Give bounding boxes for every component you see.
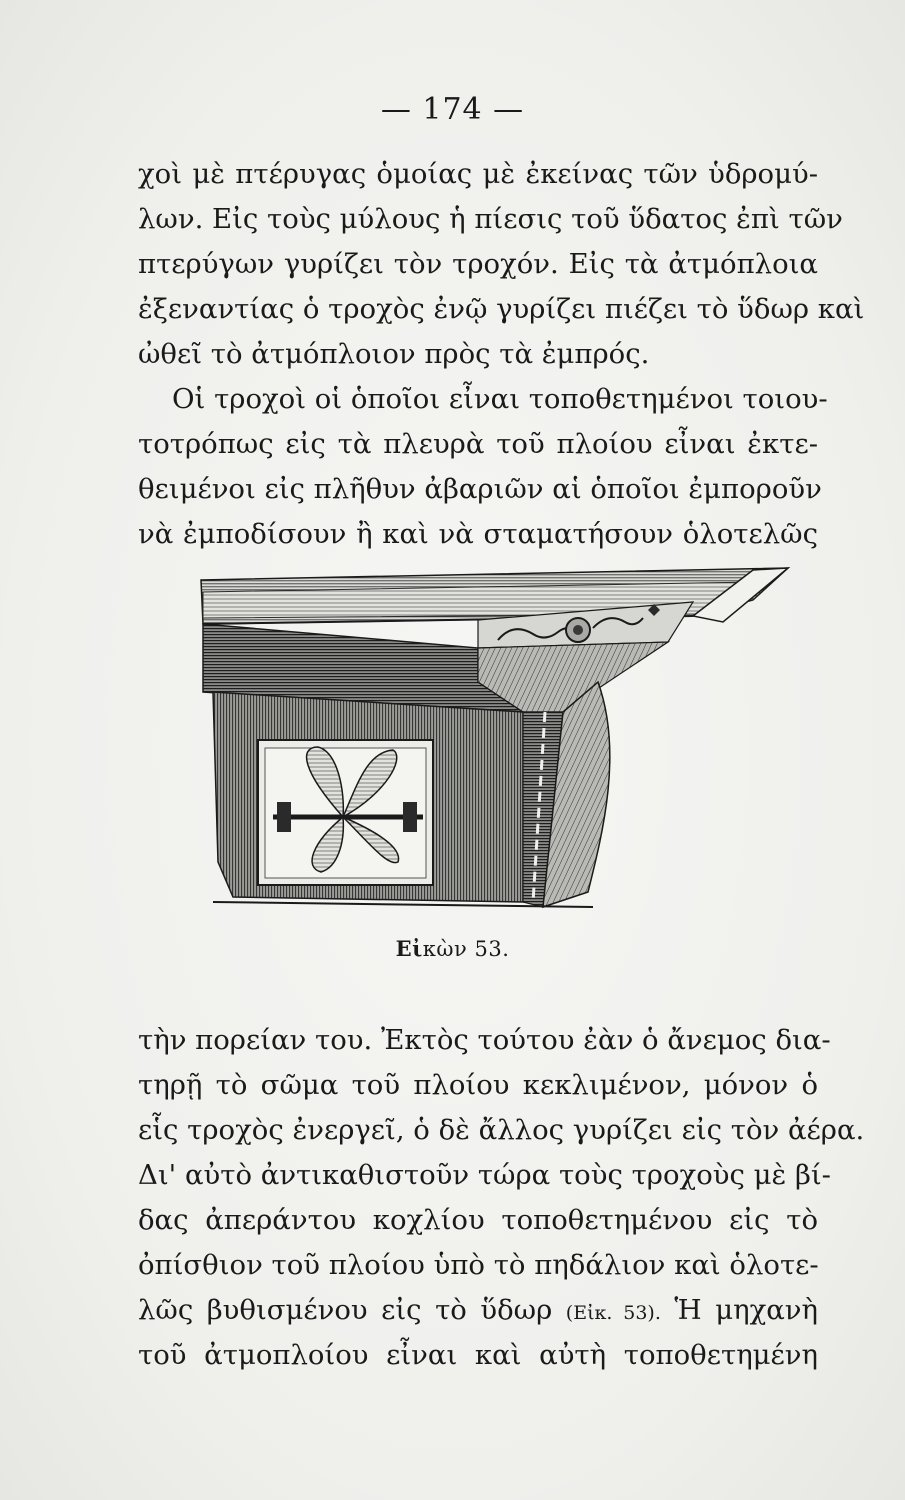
text-line: Δι' αὐτὸ ἀντικαθιστοῦν τώρα τοὺς τροχοὺς μὲ βί- <box>138 1159 831 1191</box>
deck-molding <box>201 568 788 624</box>
text-line: τηρῇ τὸ σῶμα τοῦ πλοίου κεκλιμένον, μόνον ὁ <box>138 1069 818 1101</box>
text-line: ὠθεῖ τὸ ἀτμόπλοιον πρὸς τὰ ἐμπρός. <box>138 338 650 370</box>
paragraph-lower <box>138 1018 865 1378</box>
ship-stern-propeller-engraving <box>193 562 793 932</box>
text-line: τοῦ ἀτμοπλοίου εἶναι καὶ αὐτὴ τοποθετημένη <box>138 1339 818 1371</box>
paragraph-upper <box>138 152 865 557</box>
text-segment: λῶς βυθισμένου εἰς τὸ ὕδωρ <box>138 1294 553 1326</box>
text-line: τοτρόπως εἰς τὰ πλευρὰ τοῦ πλοίου εἶναι ἐκτε- <box>138 428 818 460</box>
text-line: λων. Εἰς τοὺς μύλους ἡ πίεσις τοῦ ὕδατος ἐπὶ τῶν <box>138 203 843 235</box>
text-line: τὴν πορείαν του. Ἐκτὸς τούτου ἐὰν ὁ ἄνεμος δια- <box>138 1024 831 1056</box>
text-line-with-reference <box>138 1288 818 1333</box>
caption-lead: Εἰ <box>395 936 423 961</box>
text-line: θειμένοι εἰς πλῆθυν ἀβαριῶν αἱ ὁποῖοι ἐμποροῦν <box>138 473 822 505</box>
figure-reference: (Εἰκ. 53). <box>565 1302 661 1324</box>
page-number: — 174 — <box>380 92 525 127</box>
text-line: Οἱ τροχοὶ οἱ ὁποῖοι εἶναι τοποθετημένοι τοιου- <box>172 383 828 415</box>
text-line: ὀπίσθιον τοῦ πλοίου ὑπὸ τὸ πηδάλιον καὶ ὁλοτε- <box>138 1249 819 1281</box>
text-segment: Ἡ μηχανὴ <box>674 1294 819 1326</box>
text-line: ἐξεναντίας ὁ τροχὸς ἐνῷ γυρίζει πιέζει τὸ ὕδωρ καὶ <box>138 293 865 325</box>
text-line: πτερύγων γυρίζει τὸν τροχόν. Εἰς τὰ ἀτμόπλοια <box>138 248 818 280</box>
text-line: χοὶ μὲ πτέρυγας ὁμοίας μὲ ἐκείνας τῶν ὑδρομύ- <box>138 158 818 190</box>
figure-caption <box>0 936 905 961</box>
text-line: νὰ ἐμποδίσουν ἢ καὶ νὰ σταματήσουν ὁλοτελῶς <box>138 518 818 550</box>
caption-text: κὼν 53. <box>422 937 510 961</box>
text-line: εἷς τροχὸς ἐνεργεῖ, ὁ δὲ ἄλλος γυρίζει εἰς τὸν ἀέρα. <box>138 1114 865 1146</box>
text-line: δας ἀπεράντου κοχλίου τοποθετημένου εἰς τὸ <box>138 1204 818 1236</box>
